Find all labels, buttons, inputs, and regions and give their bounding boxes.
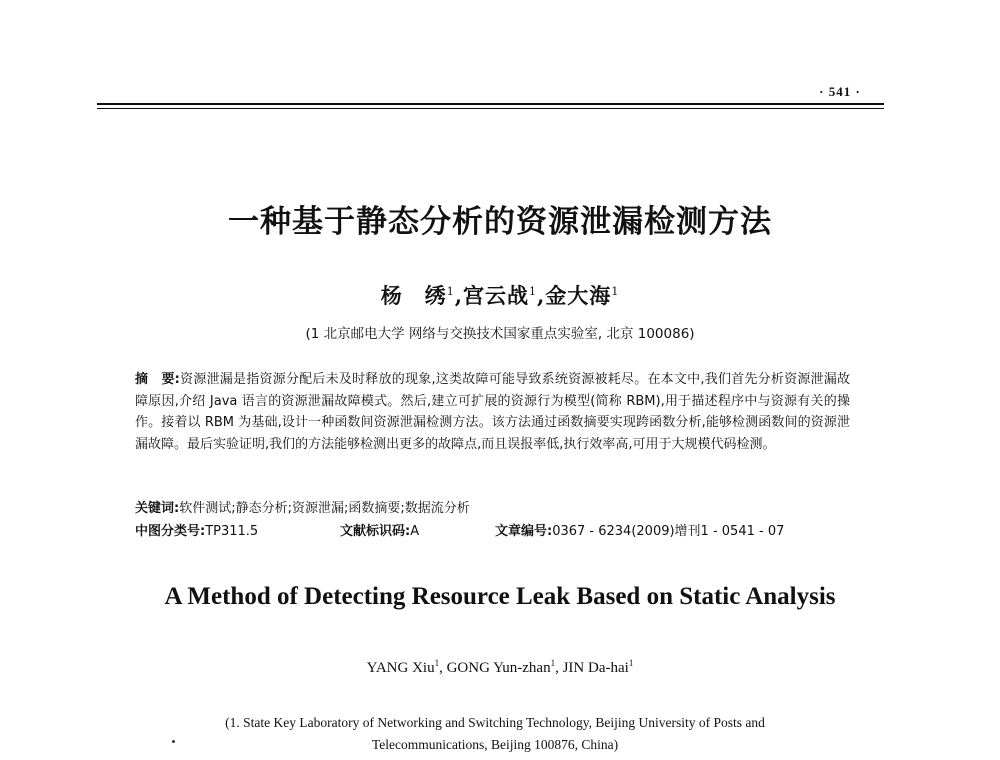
abstract-label: 摘 要:	[135, 372, 180, 387]
chinese-affiliation: (1 北京邮电大学 网络与交换技术国家重点实验室, 北京 100086)	[305, 326, 695, 342]
cn-author-1-sup: 1	[446, 285, 455, 298]
article-number: 文章编号:0367 - 6234(2009)增刊1 - 0541 - 07	[495, 524, 785, 539]
scan-speck	[172, 740, 175, 743]
chinese-authors: 杨 绣$^1$,宫云战$^1$,金大海$^1$	[380, 283, 620, 308]
keywords-text: 软件测试;静态分析;资源泄漏;函数摘要;数据流分析	[179, 501, 470, 516]
english-affiliation	[175, 712, 815, 756]
chinese-title: 一种基于静态分析的资源泄漏检测方法	[228, 204, 772, 240]
cn-author-3: 金大海	[545, 283, 612, 308]
chinese-abstract	[135, 369, 850, 455]
keywords-label: 关键词:	[135, 501, 180, 516]
english-affiliation-line-1: (1. State Key Laboratory of Networking and Switching Technology, Beijing University of Posts and	[225, 715, 765, 730]
cn-author-1: 杨 绣	[380, 283, 447, 308]
en-author-1: YANG Xiu	[366, 660, 435, 676]
english-title: A Method of Detecting Resource Leak Based on Static Analysis	[164, 583, 836, 610]
page-number: · 541 ·	[819, 84, 861, 99]
cn-author-2-sup: 1	[529, 285, 537, 298]
abstract-text: 资源泄漏是指资源分配后未及时释放的现象,这类故障可能导致系统资源被耗尽。在本文中,我们首先分析资源泄漏故障原因,介绍 Java 语言的资源泄漏故障模式。然后,建立可扩展的资源行为模型(简称 RBM),用于描述程序中与资源有关的操作。接着以 RBM 为基础,设计一种函数间资源泄漏检测方法。该方法通过函数摘要实现跨函数分析,能够检测函数间的资源泄漏故障。最后实验证明,我们的方法能够检测出更多的故障点,而且误报率低,执行效率高,可用于大规模代码检测。	[135, 372, 851, 452]
header-rule-thin	[97, 108, 884, 109]
doc-code: 文献标识码:A	[340, 524, 420, 539]
english-affiliation-line-2: Telecommunications, Beijing 100876, China)	[371, 737, 619, 752]
english-authors: YANG Xiu$^1$, GONG Yun-zhan$^1$, JIN Da-hai$^1$	[366, 658, 634, 676]
en-author-3: JIN Da-hai	[562, 660, 629, 676]
header-rule-thick	[97, 103, 884, 105]
cn-author-3-sup: 1	[611, 285, 620, 298]
en-author-3-sup: 1	[628, 658, 634, 668]
en-author-2-sup: 1	[550, 658, 556, 668]
cn-author-2: 宫云战	[463, 283, 529, 308]
en-author-2: GONG Yun-zhan	[446, 660, 551, 676]
clc-code: 中图分类号:TP311.5	[135, 524, 259, 539]
en-author-1-sup: 1	[434, 658, 440, 668]
keywords	[135, 497, 850, 516]
